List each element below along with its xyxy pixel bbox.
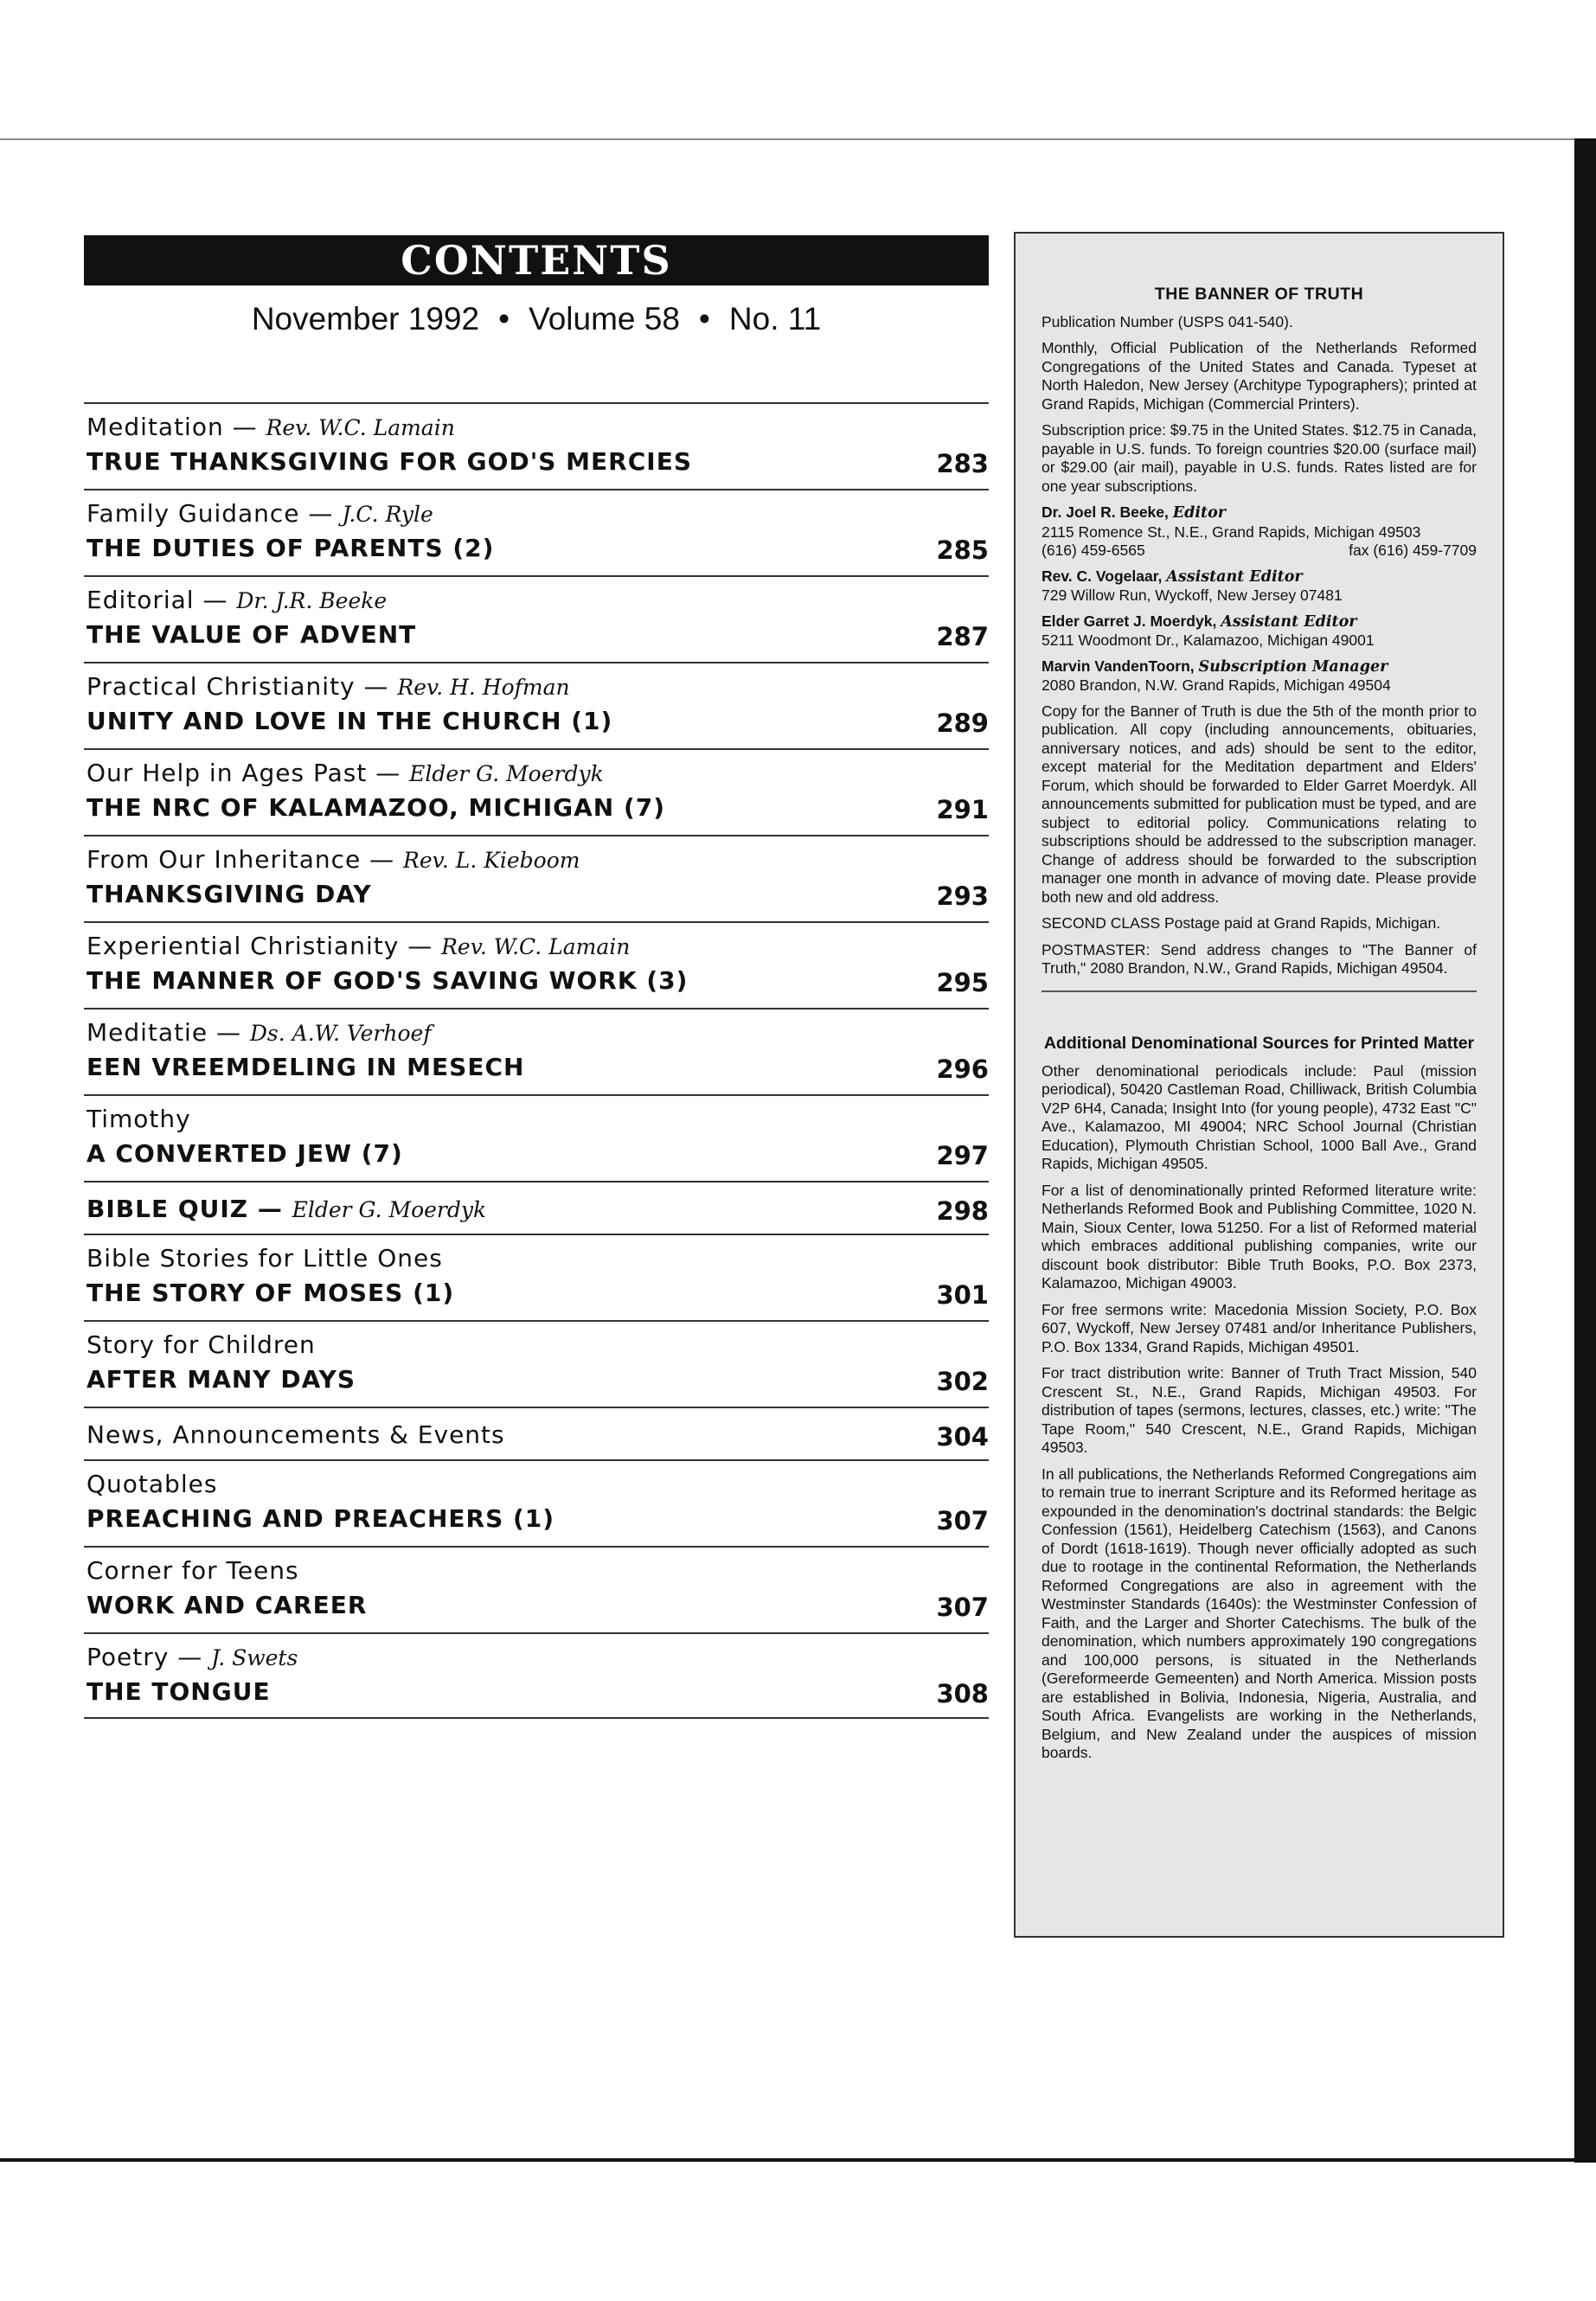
publication-number: Publication Number (USPS 041-540). <box>1042 312 1293 330</box>
toc-entry[interactable] <box>84 921 989 1008</box>
staff-role: Editor <box>1172 504 1226 522</box>
staff-address: 5211 Woodmont Dr., Kalamazoo, Michigan 49001 <box>1042 631 1375 649</box>
issue-line <box>84 301 989 337</box>
page-number: 289 <box>936 708 989 738</box>
author: J. Swets <box>211 1645 298 1670</box>
article-title: THE TONGUE <box>87 1677 271 1706</box>
article-title: TRUE THANKSGIVING FOR GOD'S MERCIES <box>87 447 692 476</box>
section-name: Editorial — <box>87 586 228 614</box>
page-number: 291 <box>936 795 989 824</box>
sources-paragraph: For free sermons write: Macedonia Mission Society, P.O. Box 607, Wyckoff, New Jersey 07481 and/or Inheritance Publishers, P.O. Box 1334, Grand Rapids, Michigan 49501. <box>1042 1300 1477 1356</box>
toc-entry[interactable] <box>84 1459 989 1546</box>
article-title: THE MANNER OF GOD'S SAVING WORK (3) <box>87 966 689 995</box>
toc-entry[interactable] <box>84 489 989 575</box>
page-number: 302 <box>936 1367 989 1396</box>
section-name: Story for Children <box>87 1330 316 1359</box>
toc-entry[interactable] <box>84 1008 989 1094</box>
page-number: 296 <box>936 1054 989 1084</box>
page-number: 307 <box>936 1506 989 1535</box>
article-title: THE NRC OF KALAMAZOO, MICHIGAN (7) <box>87 793 666 822</box>
section-name: Experiential Christianity — <box>87 932 433 960</box>
toc-entry[interactable] <box>84 1407 989 1459</box>
author: Ds. A.W. Verhoef <box>249 1021 432 1046</box>
toc-entry[interactable] <box>84 1320 989 1407</box>
page-top-rule <box>0 138 1596 140</box>
author: Rev. L. Kieboom <box>403 848 580 873</box>
section-name: Practical Christianity — <box>87 672 389 701</box>
author: Rev. H. Hofman <box>397 675 570 700</box>
article-title: WORK AND CAREER <box>87 1591 368 1619</box>
article-title: THE VALUE OF ADVENT <box>87 620 417 649</box>
article-title: BIBLE QUIZ — <box>87 1195 283 1223</box>
author: Elder G. Moerdyk <box>292 1197 487 1222</box>
section-name: News, Announcements & Events <box>87 1420 505 1449</box>
section-name: Corner for Teens <box>87 1556 299 1585</box>
toc-entry[interactable] <box>84 1546 989 1632</box>
staff-role: Assistant Editor <box>1221 612 1357 631</box>
table-of-contents <box>84 402 989 1719</box>
toc-entry[interactable] <box>84 1094 989 1181</box>
article-title: A CONVERTED JEW (7) <box>87 1139 403 1168</box>
page-number: 285 <box>936 535 989 565</box>
toc-entry[interactable] <box>84 1632 989 1719</box>
author: Rev. W.C. Lamain <box>266 415 455 440</box>
page-number: 295 <box>936 968 989 997</box>
section-name: Meditation — <box>87 413 258 441</box>
staff-address: 2115 Romence St., N.E., Grand Rapids, Michigan 49503 <box>1042 522 1421 541</box>
staff-assistant-editor <box>1042 612 1477 651</box>
sidebar-divider <box>1042 990 1477 992</box>
article-title: AFTER MANY DAYS <box>87 1365 356 1394</box>
page-right-edge <box>1574 138 1596 2163</box>
toc-entry[interactable] <box>84 1234 989 1320</box>
staff-name: Marvin VandenToorn, <box>1042 657 1195 675</box>
toc-entry[interactable] <box>84 402 989 489</box>
issue-date: November 1992 <box>251 301 480 336</box>
page-number: 304 <box>936 1422 989 1452</box>
sources-heading: Additional Denominational Sources for Printed Matter <box>1043 1033 1475 1053</box>
page-number: 283 <box>936 449 989 478</box>
author: J.C. Ryle <box>342 502 433 527</box>
staff-fax: fax (616) 459-7709 <box>1349 542 1477 559</box>
staff-name: Dr. Joel R. Beeke, <box>1042 503 1169 521</box>
staff-editor <box>1042 503 1477 561</box>
staff-phone: (616) 459-6565 <box>1042 542 1145 559</box>
staff-role: Assistant Editor <box>1166 567 1303 586</box>
contents-banner: CONTENTS <box>84 235 989 285</box>
page-bottom-rule <box>0 2158 1596 2162</box>
page-number: 293 <box>936 881 989 911</box>
page-number: 307 <box>936 1593 989 1622</box>
subscription-price: Subscription price: $9.75 in the United States. $12.75 in Canada, payable in U.S. funds. To foreign countries $20.00 (surface mail) or $29.00 (air mail), payable in U.S. funds. Rates listed are for one year subscriptions. <box>1042 421 1477 495</box>
postage-note: SECOND CLASS Postage paid at Grand Rapids, Michigan. <box>1042 914 1441 932</box>
article-title: UNITY AND LOVE IN THE CHURCH (1) <box>87 707 613 735</box>
toc-entry[interactable] <box>84 575 989 662</box>
publication-description: Monthly, Official Publication of the Netherlands Reformed Congregations of the United States and Canada. Typeset at North Haledon, New Jersey (Architype Typographers); printed at Grand Rapids, Michigan (Commercial Printers). <box>1042 339 1477 413</box>
toc-entry[interactable] <box>84 835 989 921</box>
article-title: THANKSGIVING DAY <box>87 880 372 908</box>
masthead-title: THE BANNER OF TRUTH <box>1154 285 1364 304</box>
section-name: Family Guidance — <box>87 499 334 528</box>
staff-name: Rev. C. Vogelaar, <box>1042 567 1163 585</box>
masthead-sidebar <box>1014 232 1504 1938</box>
author: Rev. W.C. Lamain <box>441 934 631 959</box>
section-name: Timothy <box>87 1105 191 1133</box>
section-name: Quotables <box>87 1470 218 1498</box>
sources-paragraph: Other denominational periodicals include: Paul (mission periodical), 50420 Castleman Road, Chilliwack, British Columbia V2P 6H4, Canada; Insight Into (for young people), 4732 East "C" Ave., Kalamazoo, MI 49004; NRC School Journal (Christian Education), Plymouth Christian School, 1000 Ball Ave., Grand Rapids, Michigan 49505. <box>1042 1061 1477 1172</box>
toc-entry[interactable] <box>84 662 989 748</box>
postmaster-note: POSTMASTER: Send address changes to "The Banner of Truth," 2080 Brandon, N.W., Grand Rapids, Michigan 49504. <box>1042 940 1477 977</box>
staff-name: Elder Garret J. Moerdyk, <box>1042 612 1217 630</box>
page-number: 308 <box>936 1679 989 1708</box>
staff-subscription-manager <box>1042 657 1477 695</box>
section-name: Bible Stories for Little Ones <box>87 1244 443 1272</box>
section-name: Our Help in Ages Past — <box>87 759 401 787</box>
copy-deadline-note: Copy for the Banner of Truth is due the 5th of the month prior to publication. All copy (including announcements, obituaries, anniversary notices, and ads) should be sent to the editor, except material for the Meditation department and Elders' Forum, which should be forwarded to Elder Garret Moerdyk. All announcements submitted for publication must be typed, and are subject to editorial policy. Communications relating to subscriptions should be addressed to the subscription manager. Change of address should be forwarded to the subscription manager one month in advance of moving date. Please provide both new and old address. <box>1042 702 1477 906</box>
page-number: 297 <box>936 1141 989 1170</box>
staff-role: Subscription Manager <box>1198 657 1388 676</box>
article-title: EEN VREEMDELING IN MESECH <box>87 1053 525 1081</box>
separator-dot: • <box>698 301 710 336</box>
article-title: PREACHING AND PREACHERS (1) <box>87 1504 555 1533</box>
sources-paragraph: In all publications, the Netherlands Reformed Congregations aim to remain true to inerrant Scripture and its Reformed heritage as expounded in the denomination's doctrinal standards: the Belgic Confession (1561), Heidelberg Catechism (1563), and Canons of Dordt (1618-1619). Though never officially adopted as such due to rootage in the continental Reformation, the Netherlands Reformed Congregations are also in agreement with the Westminster Standards (1640s): the Westminster Confession of Faith, and the Larger and Shorter Catechisms. The bulk of the denomination, which numbers approximately 190 congregations and 100,000 persons, is situated in the Netherlands (Gereformeerde Gemeenten) and North America. Mission posts are established in Bolivia, Indonesia, Nigeria, Australia, and South Africa. Evangelists are working in the Netherlands, Belgium, and New Zealand under the auspices of mission boards. <box>1042 1465 1477 1761</box>
article-title: THE STORY OF MOSES (1) <box>87 1279 455 1307</box>
toc-entry[interactable] <box>84 748 989 835</box>
separator-dot: • <box>498 301 510 336</box>
section-name: Poetry — <box>87 1643 203 1671</box>
article-title: THE DUTIES OF PARENTS (2) <box>87 534 495 562</box>
sources-paragraph: For a list of denominationally printed Reformed literature write: Netherlands Reformed Book and Publishing Committee, 1020 N. Main, Sioux Center, Iowa 51250. For a list of Reformed material which embraces additional publishing companies, write our discount book distributor: Bible Truth Books, P.O. Box 2373, Kalamazoo, Michigan 49003. <box>1042 1181 1477 1292</box>
section-name: Meditatie — <box>87 1018 241 1047</box>
issue-volume: Volume 58 <box>529 301 680 336</box>
issue-number: No. 11 <box>728 301 822 336</box>
page-number: 301 <box>936 1280 989 1310</box>
toc-entry[interactable] <box>84 1181 989 1234</box>
author: Elder G. Moerdyk <box>409 761 604 786</box>
page-number: 298 <box>936 1196 989 1226</box>
staff-address: 729 Willow Run, Wyckoff, New Jersey 07481 <box>1042 586 1343 604</box>
author: Dr. J.R. Beeke <box>236 588 388 613</box>
section-name: From Our Inheritance — <box>87 845 395 874</box>
page-number: 287 <box>936 622 989 651</box>
sources-paragraph: For tract distribution write: Banner of Truth Tract Mission, 540 Crescent St., N.E., Grand Rapids, Michigan 49503. For distribution of tapes (sermons, lectures, classes, etc.) write: "The Tape Room," 540 Crescent, N.E., Grand Rapids, Michigan 49503. <box>1042 1364 1477 1456</box>
staff-address: 2080 Brandon, N.W. Grand Rapids, Michigan 49504 <box>1042 676 1391 694</box>
staff-assistant-editor <box>1042 567 1477 606</box>
